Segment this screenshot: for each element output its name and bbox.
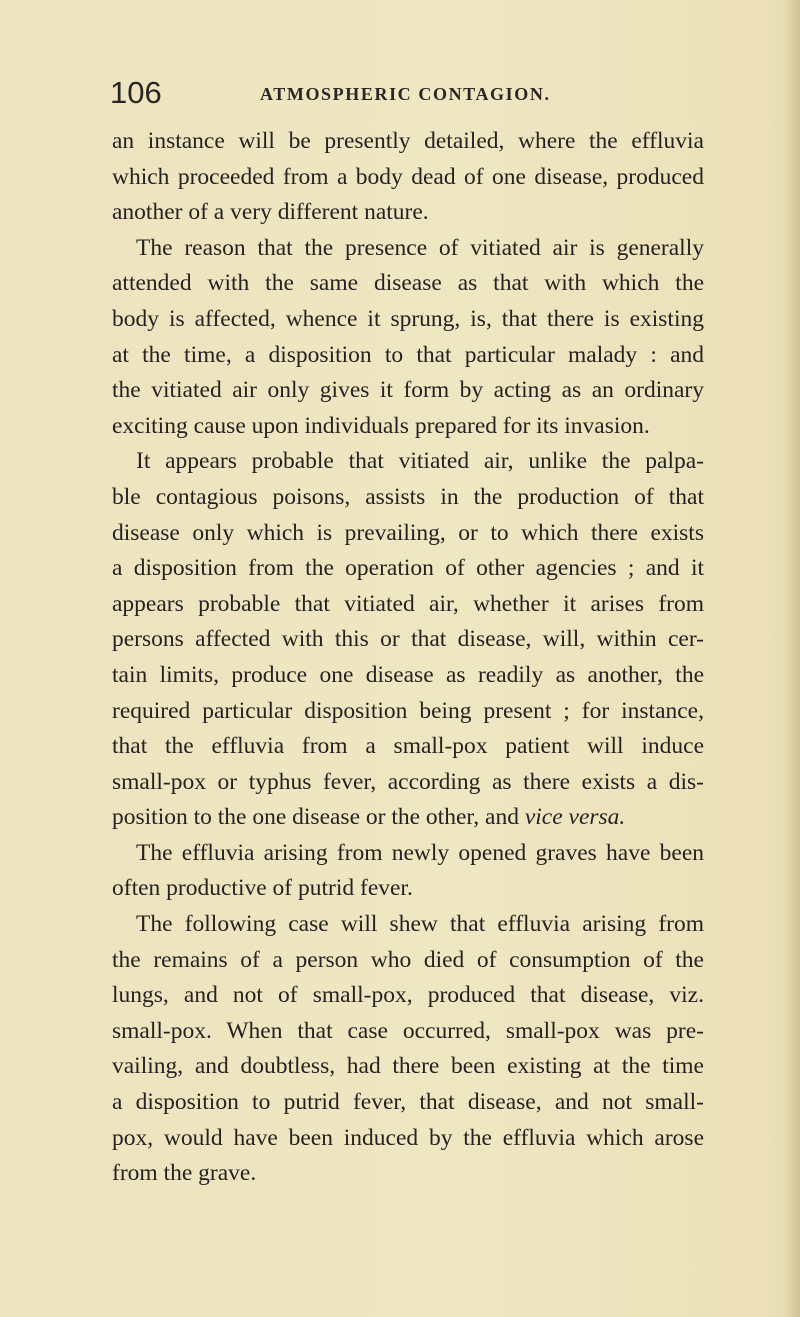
text-line [112,1156,704,1192]
text-line-content: small-pox or typhus fever, according as there exists a dis- [112,768,704,795]
body-text [112,124,704,1192]
text-line-content: body is affected, whence it sprung, is, that there is existing [112,305,704,332]
text-line [112,871,704,907]
text-line-content: another of a very different nature. [112,199,429,226]
text-line [112,409,704,445]
text-line-content: tain limits, produce one disease as readily as another, the [112,661,704,688]
text-line-content: often productive of putrid fever. [112,875,413,902]
text-line-content: persons affected with this or that disease, will, within cer- [112,626,704,653]
text-line [112,800,704,836]
text-line [112,1085,704,1121]
text-line-content: required particular disposition being present ; for instance, [112,697,704,724]
text-line-content: the vitiated air only gives it form by acting as an ordinary [112,377,704,404]
text-line [112,1121,704,1157]
text-line [112,338,704,374]
text-line-content: The following case will shew that effluvia arising from [136,911,704,938]
text-line-content: appears probable that vitiated air, whether it arises from [112,590,704,617]
text-line [112,658,704,694]
text-line [112,907,704,943]
text-line-content: ble contagious poisons, assists in the production of that [112,483,704,510]
text-line [112,978,704,1014]
text-line [112,587,704,623]
text-line [112,765,704,801]
text-line [112,1014,704,1050]
text-line [112,694,704,730]
text-line-content: small-pox. When that case occurred, small-pox was pre- [112,1017,704,1044]
text-line-content: which proceeded from a body dead of one disease, produced [112,163,704,190]
page-edge-shadow [786,0,800,1317]
text-line [112,551,704,587]
text-line-content: at the time, a disposition to that particular malady : and [112,341,704,368]
page-number: 106 [110,75,162,110]
text-line-content: position to the one disease or the other, and [112,804,519,831]
text-line [112,160,704,196]
text-line [112,622,704,658]
text-line [112,729,704,765]
text-line [112,373,704,409]
text-line [112,1049,704,1085]
text-line-content: vailing, and doubtless, had there been existing at the time [112,1053,704,1080]
text-line [112,516,704,552]
text-line-content: The reason that the presence of vitiated air is generally [136,234,704,261]
text-line-content: from the grave. [112,1160,257,1187]
text-line [112,480,704,516]
text-line [112,124,704,160]
text-line-content: a disposition to putrid fever, that disease, and not small- [112,1089,704,1116]
text-line-content: disease only which is prevailing, or to which there exists [112,519,704,546]
text-line [112,836,704,872]
text-line [112,231,704,267]
italic-phrase: vice versa. [524,804,626,831]
text-line [112,266,704,302]
running-head [110,76,710,110]
text-line-content: attended with the same disease as that with which the [112,270,704,297]
text-line-content: It appears probable that vitiated air, unlike the palpa- [136,448,704,475]
text-line-content: pox, would have been induced by the effluvia which arose [112,1124,704,1151]
text-line-content: an instance will be presently detailed, where the effluvia [112,128,704,154]
text-line-content: The effluvia arising from newly opened graves have been [136,839,704,866]
text-line [112,195,704,231]
text-line-content: lungs, and not of small-pox, produced that disease, viz. [112,982,704,1009]
text-line [112,302,704,338]
text-line-content: the remains of a person who died of consumption of the [112,946,704,973]
text-line [112,943,704,979]
text-line [112,444,704,480]
text-line-content: exciting cause upon individuals prepared for its invasion. [112,412,650,439]
running-title: ATMOSPHERIC CONTAGION. [260,84,551,104]
text-line-content: a disposition from the operation of other agencies ; and it [112,555,704,582]
text-line-content: that the effluvia from a small-pox patient will induce [112,733,704,760]
